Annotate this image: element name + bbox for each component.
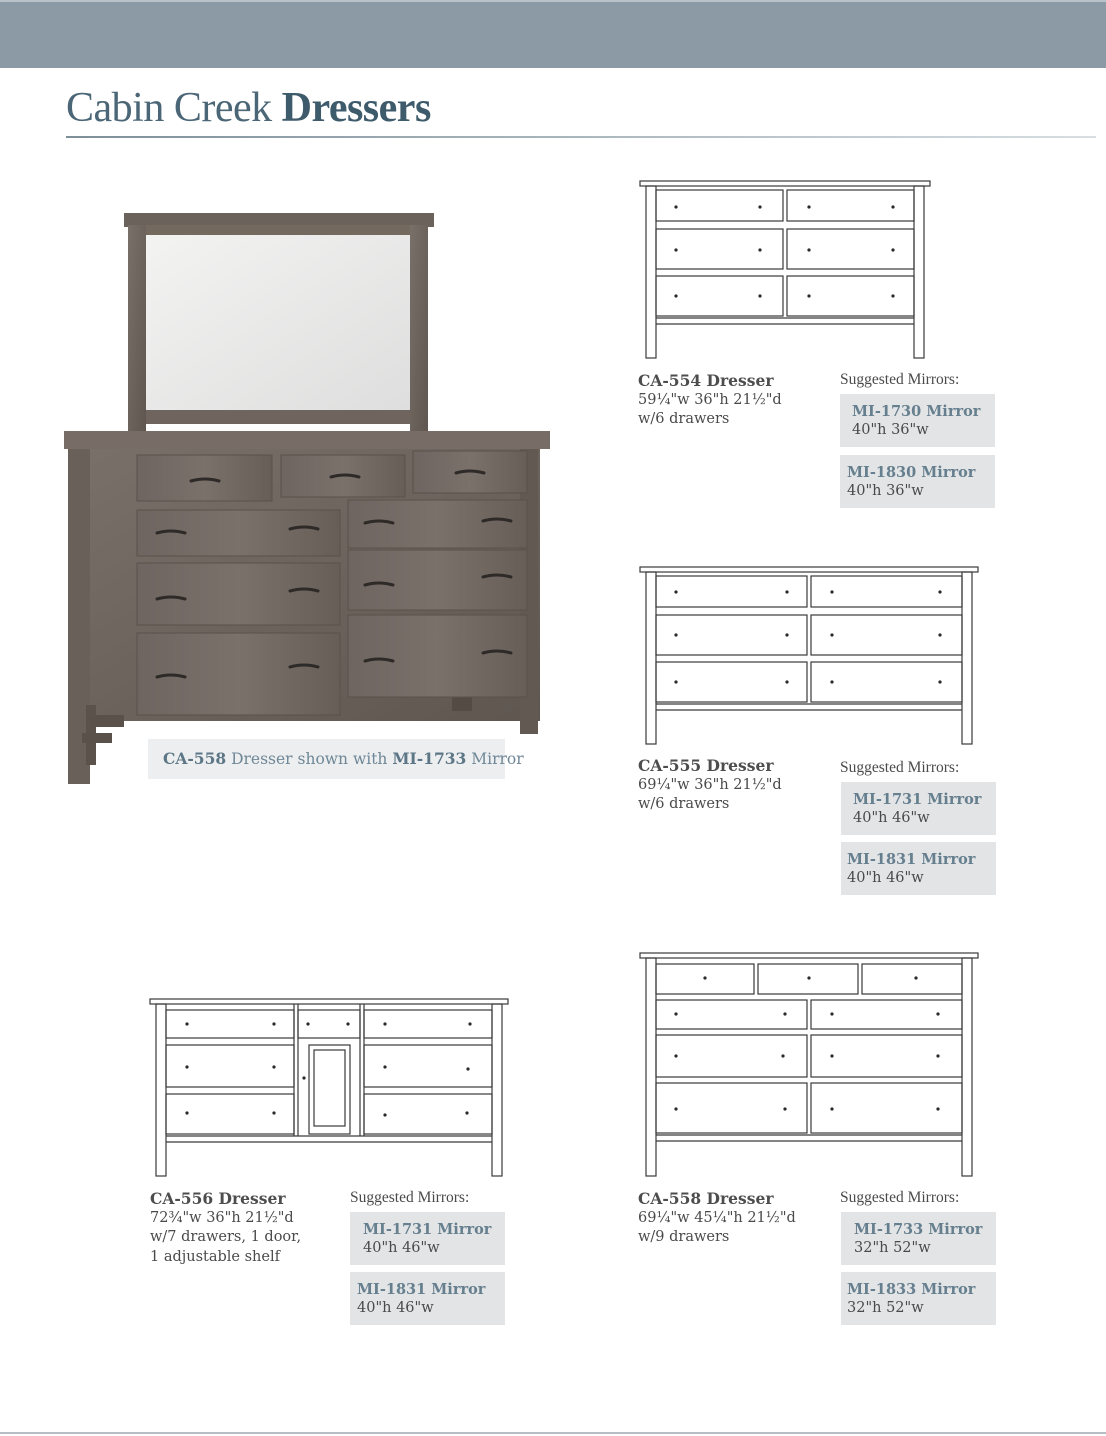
ca-554-info bbox=[638, 371, 782, 430]
product-description: w/6 drawers bbox=[638, 796, 730, 812]
suggested-mirrors-label: Suggested Mirrors: bbox=[840, 371, 960, 388]
mirror-option bbox=[840, 455, 995, 508]
ca-558-info bbox=[638, 1189, 796, 1248]
product-name: CA-556 Dresser bbox=[150, 1189, 286, 1208]
ca-556-line-drawing bbox=[148, 996, 512, 1178]
mirror-name: MI-1831 Mirror bbox=[357, 1281, 486, 1298]
mirror-name: MI-1830 Mirror bbox=[847, 464, 976, 481]
mirror-name: MI-1730 Mirror bbox=[852, 403, 981, 420]
caption-end-text: Mirror bbox=[471, 750, 524, 768]
product-name: CA-554 Dresser bbox=[638, 371, 774, 390]
mirror-name: MI-1831 Mirror bbox=[847, 851, 976, 868]
suggested-mirrors-label: Suggested Mirrors: bbox=[350, 1189, 470, 1206]
caption-mirror-code: MI-1733 bbox=[392, 749, 467, 768]
mirror-name: MI-1731 Mirror bbox=[853, 791, 982, 808]
mirror-option bbox=[840, 394, 995, 447]
ca-556-info bbox=[150, 1189, 301, 1267]
suggested-mirrors-label: Suggested Mirrors: bbox=[840, 1189, 960, 1206]
product-dimensions: 72¾"w 36"h 21½"d bbox=[150, 1209, 294, 1226]
mirror-option bbox=[841, 842, 996, 895]
product-description: 1 adjustable shelf bbox=[150, 1248, 280, 1265]
product-dimensions: 69¼"w 36"h 21½"d bbox=[638, 776, 782, 793]
mirror-option bbox=[350, 1212, 505, 1265]
mirror-dimensions: 32"h 52"w bbox=[847, 1300, 924, 1316]
title-divider bbox=[66, 136, 1096, 138]
mirror-name: MI-1733 Mirror bbox=[854, 1221, 983, 1238]
product-name: CA-558 Dresser bbox=[638, 1189, 774, 1208]
page-title bbox=[66, 84, 431, 132]
hero-caption bbox=[148, 739, 524, 779]
ca-558-line-drawing bbox=[636, 950, 982, 1178]
ca-554-line-drawing bbox=[636, 178, 936, 362]
product-dimensions: 69¼"w 45¼"h 21½"d bbox=[638, 1209, 796, 1226]
mirror-dimensions: 40"h 46"w bbox=[853, 810, 930, 826]
mirror-option bbox=[841, 782, 996, 835]
mirror-dimensions: 40"h 36"w bbox=[847, 483, 924, 499]
mirror-dimensions: 32"h 52"w bbox=[854, 1240, 931, 1256]
bottom-divider bbox=[0, 1432, 1106, 1434]
top-banner bbox=[0, 0, 1106, 68]
title-light: Cabin Creek bbox=[66, 85, 272, 131]
title-bold: Dressers bbox=[281, 85, 431, 131]
mirror-dimensions: 40"h 46"w bbox=[847, 870, 924, 886]
product-description: w/6 drawers bbox=[638, 411, 730, 427]
mirror-dimensions: 40"h 46"w bbox=[357, 1300, 434, 1316]
mirror-dimensions: 40"h 36"w bbox=[852, 422, 929, 438]
product-description: w/9 drawers bbox=[638, 1229, 730, 1245]
hero-dresser-photo bbox=[60, 205, 560, 790]
mirror-option bbox=[841, 1272, 996, 1325]
product-dimensions: 59¼"w 36"h 21½"d bbox=[638, 391, 782, 408]
suggested-mirrors-label: Suggested Mirrors: bbox=[840, 759, 960, 776]
mirror-dimensions: 40"h 46"w bbox=[363, 1240, 440, 1256]
mirror-option bbox=[350, 1272, 505, 1325]
product-name: CA-555 Dresser bbox=[638, 756, 774, 775]
ca-555-line-drawing bbox=[636, 564, 982, 746]
mirror-name: MI-1731 Mirror bbox=[363, 1221, 492, 1238]
caption-middle-text: Dresser shown with bbox=[231, 750, 388, 768]
caption-dresser-code: CA-558 bbox=[163, 749, 227, 768]
mirror-name: MI-1833 Mirror bbox=[847, 1281, 976, 1298]
ca-555-info bbox=[638, 756, 782, 815]
product-description: w/7 drawers, 1 door, bbox=[150, 1229, 302, 1245]
mirror-option bbox=[841, 1212, 996, 1265]
